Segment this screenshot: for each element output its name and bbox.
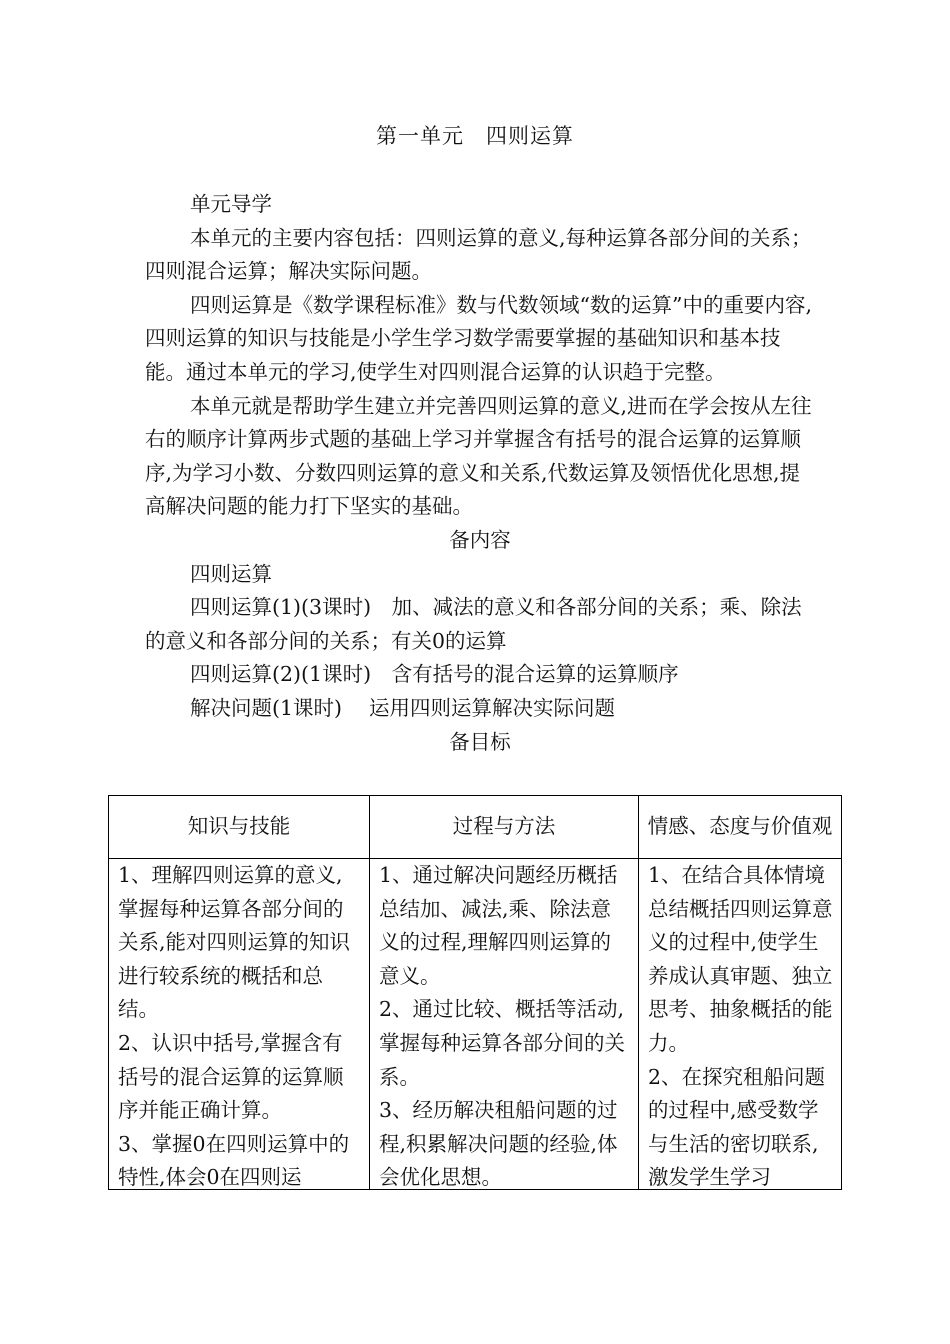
content-item-2: 四则运算(2)(1课时) 含有括号的混合运算的运算顺序	[190, 662, 679, 687]
goals-header-row	[109, 796, 842, 859]
content-item-1: 四则运算(1)(3课时) 加、减法的意义和各部分间的关系；乘、除法的意义和各部分间的关系；有关0的运算	[145, 595, 802, 653]
column-header-attitude: 情感、态度与价值观	[639, 796, 842, 859]
guide-paragraph-1: 本单元的主要内容包括：四则运算的意义,每种运算各部分间的关系；四则混合运算；解决实际问题。	[145, 225, 812, 284]
unit-body	[145, 188, 815, 759]
unit-title: 第一单元 四则运算	[376, 124, 574, 148]
content-heading: 备内容	[449, 527, 511, 552]
attitude-cell	[639, 859, 842, 1190]
attitude-item-2: 2、在探究租船问题的过程中,感受数学与生活的密切联系,激发学生学习	[648, 1064, 826, 1189]
goals-table	[108, 795, 842, 1190]
goals-body-row	[109, 859, 842, 1190]
process-item-3: 3、经历解决租船问题的过程,积累解决问题的经验,体会优化思想。	[379, 1098, 618, 1189]
column-header-process: 过程与方法	[370, 796, 639, 859]
process-item-1: 1、通过解决问题经历概括总结加、减法,乘、除法意义的过程,理解四则运算的意义。	[379, 863, 618, 988]
knowledge-cell	[109, 859, 370, 1190]
process-item-2: 2、通过比较、概括等活动,掌握每种运算各部分间的关系。	[379, 997, 625, 1089]
column-header-knowledge: 知识与技能	[109, 796, 370, 859]
guide-heading: 单元导学	[190, 192, 272, 216]
knowledge-item-3: 3、掌握0在四则运算中的特性,体会0在四则运	[118, 1131, 350, 1189]
guide-paragraph-2: 四则运算是《数学课程标准》数与代数领域“数的运算”中的重要内容,四则运算的知识与技能是小学生学习数学需要掌握的基础知识和基本技能。通过本单元的学习,使学生对四则混合运算的认识趋于完整。	[145, 292, 812, 384]
guide-paragraph-3: 本单元就是帮助学生建立并完善四则运算的意义,进而在学会按从左往右的顺序计算两步式题的基础上学习并掌握含有括号的混合运算的运算顺序,为学习小数、分数四则运算的意义和关系,代数运算及领悟优化思想,提高解决问题的能力打下坚实的基础。	[145, 393, 812, 519]
attitude-item-1: 1、在结合具体情境总结概括四则运算意义的过程中,使学生养成认真审题、独立思考、抽象概括的能力。	[648, 863, 833, 1055]
knowledge-item-2: 2、认识中括号,掌握含有括号的混合运算的运算顺序并能正确计算。	[118, 1030, 344, 1123]
content-item-3: 解决问题(1课时) 运用四则运算解决实际问题	[190, 695, 616, 720]
goals-heading: 备目标	[449, 729, 511, 754]
knowledge-item-1: 1、理解四则运算的意义,掌握每种运算各部分间的关系,能对四则运算的知识进行较系统的概括和总结。	[118, 863, 351, 1022]
content-topic: 四则运算	[190, 561, 272, 586]
process-cell	[370, 859, 639, 1190]
